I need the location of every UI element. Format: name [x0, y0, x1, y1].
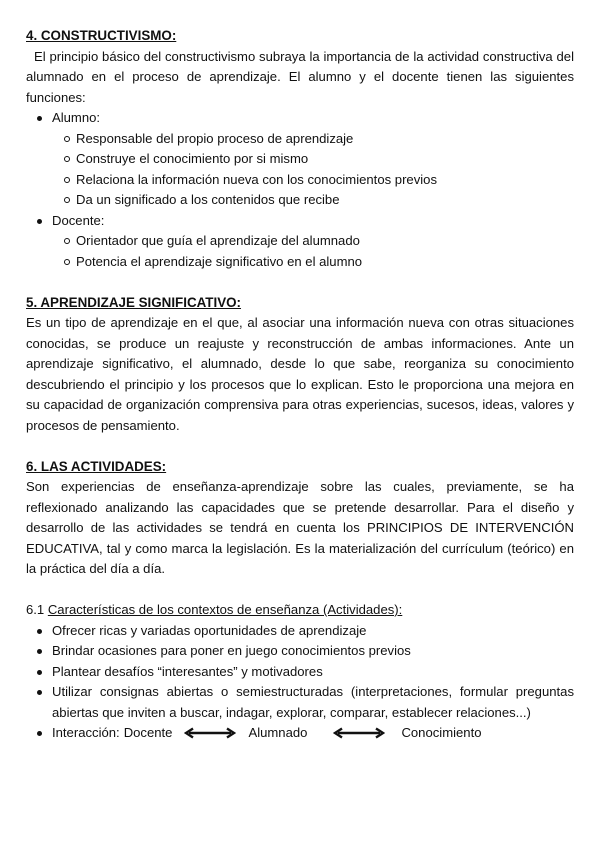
document-page: [26, 26, 574, 744]
spacer: [26, 436, 574, 457]
spacer: [26, 580, 574, 601]
interaction-row: [52, 723, 574, 744]
list-item: Orientador que guía el aprendizaje del alumnado: [76, 231, 574, 252]
section-title-constructivismo: 4. CONSTRUCTIVISMO:: [26, 28, 177, 43]
list-item: Brindar ocasiones para poner en juego conocimientos previos: [52, 641, 574, 662]
list-item: Relaciona la información nueva con los conocimientos previos: [76, 170, 574, 191]
roles-list: [26, 108, 574, 272]
list-item: Da un significado a los contenidos que recibe: [76, 190, 574, 211]
role-docente-label: Docente:: [52, 212, 105, 228]
list-item: Plantear desafíos “interesantes” y motivadores: [52, 662, 574, 683]
section-title-actividades: 6. LAS ACTIVIDADES:: [26, 458, 167, 474]
spacer: [26, 272, 574, 293]
role-docente: [52, 211, 574, 273]
section-title-aprendizaje: 5. APRENDIZAJE SIGNIFICATIVO:: [26, 294, 242, 310]
docente-functions-list: [52, 231, 574, 272]
list-item: Construye el conocimiento por si mismo: [76, 149, 574, 170]
constructivismo-intro: El principio básico del constructivismo subraya la importancia de la actividad constructiva del alumnado en el proceso de aprendizaje. El alumno y el docente tienen las siguientes funciones:: [26, 48, 574, 105]
actividades-body: Son experiencias de enseñanza-aprendizaje sobre las cuales, previamente, se ha reflexionado analizando las capacidades que se pretende desarrollar. Para el diseño y desarrollo de las actividades se tendrá en cuenta los PRINCIPIOS DE INTERVENCIÓN EDUCATIVA, tal y como marca la legislación. Es la materialización del currículum (teórico) en la práctica del día a día.: [26, 479, 574, 576]
list-item: Ofrecer ricas y variadas oportunidades de aprendizaje: [52, 621, 574, 642]
list-item: Utilizar consignas abiertas o semiestructuradas (interpretaciones, formular preguntas abiertas que inviten a buscar, indagar, explorar, comparar, establecer relaciones...): [52, 682, 574, 723]
interaction-alumnado: Alumnado: [248, 725, 308, 740]
alumno-functions-list: [52, 129, 574, 211]
interaction-docente: Docente: [123, 725, 173, 740]
subsection-title: Características de los contextos de enseñanza (Actividades):: [47, 602, 403, 617]
role-alumno-label: Alumno:: [52, 110, 101, 125]
subsection-number: 6.1: [26, 602, 45, 617]
interaction-item: [52, 723, 574, 744]
list-item: Responsable del propio proceso de aprendizaje: [76, 129, 574, 150]
role-alumno: [52, 108, 574, 211]
interaction-conocimiento: Conocimiento: [401, 725, 482, 740]
double-arrow-icon: [184, 727, 236, 739]
aprendizaje-body: Es un tipo de aprendizaje en el que, al asociar una información nueva con otras situaciones conocidas, se produce un reajuste y reconstrucción de ambas informaciones. Ante un aprendizaje significativo, el alumnado, desde lo que sabe, reorganiza su conocimiento descubriendo el principio y los procesos que lo explican. Esto le proporciona una mejora en su capacidad de organización comprensiva para otras experiencias, sucesos, ideas, valores y procesos de pensamiento.: [26, 315, 574, 433]
subsection-heading: [26, 600, 574, 621]
activities-characteristics-list: [26, 621, 574, 744]
list-item: Potencia el aprendizaje significativo en el alumno: [76, 252, 574, 273]
double-arrow-icon: [333, 727, 385, 739]
interaction-label: Interacción:: [52, 725, 120, 740]
